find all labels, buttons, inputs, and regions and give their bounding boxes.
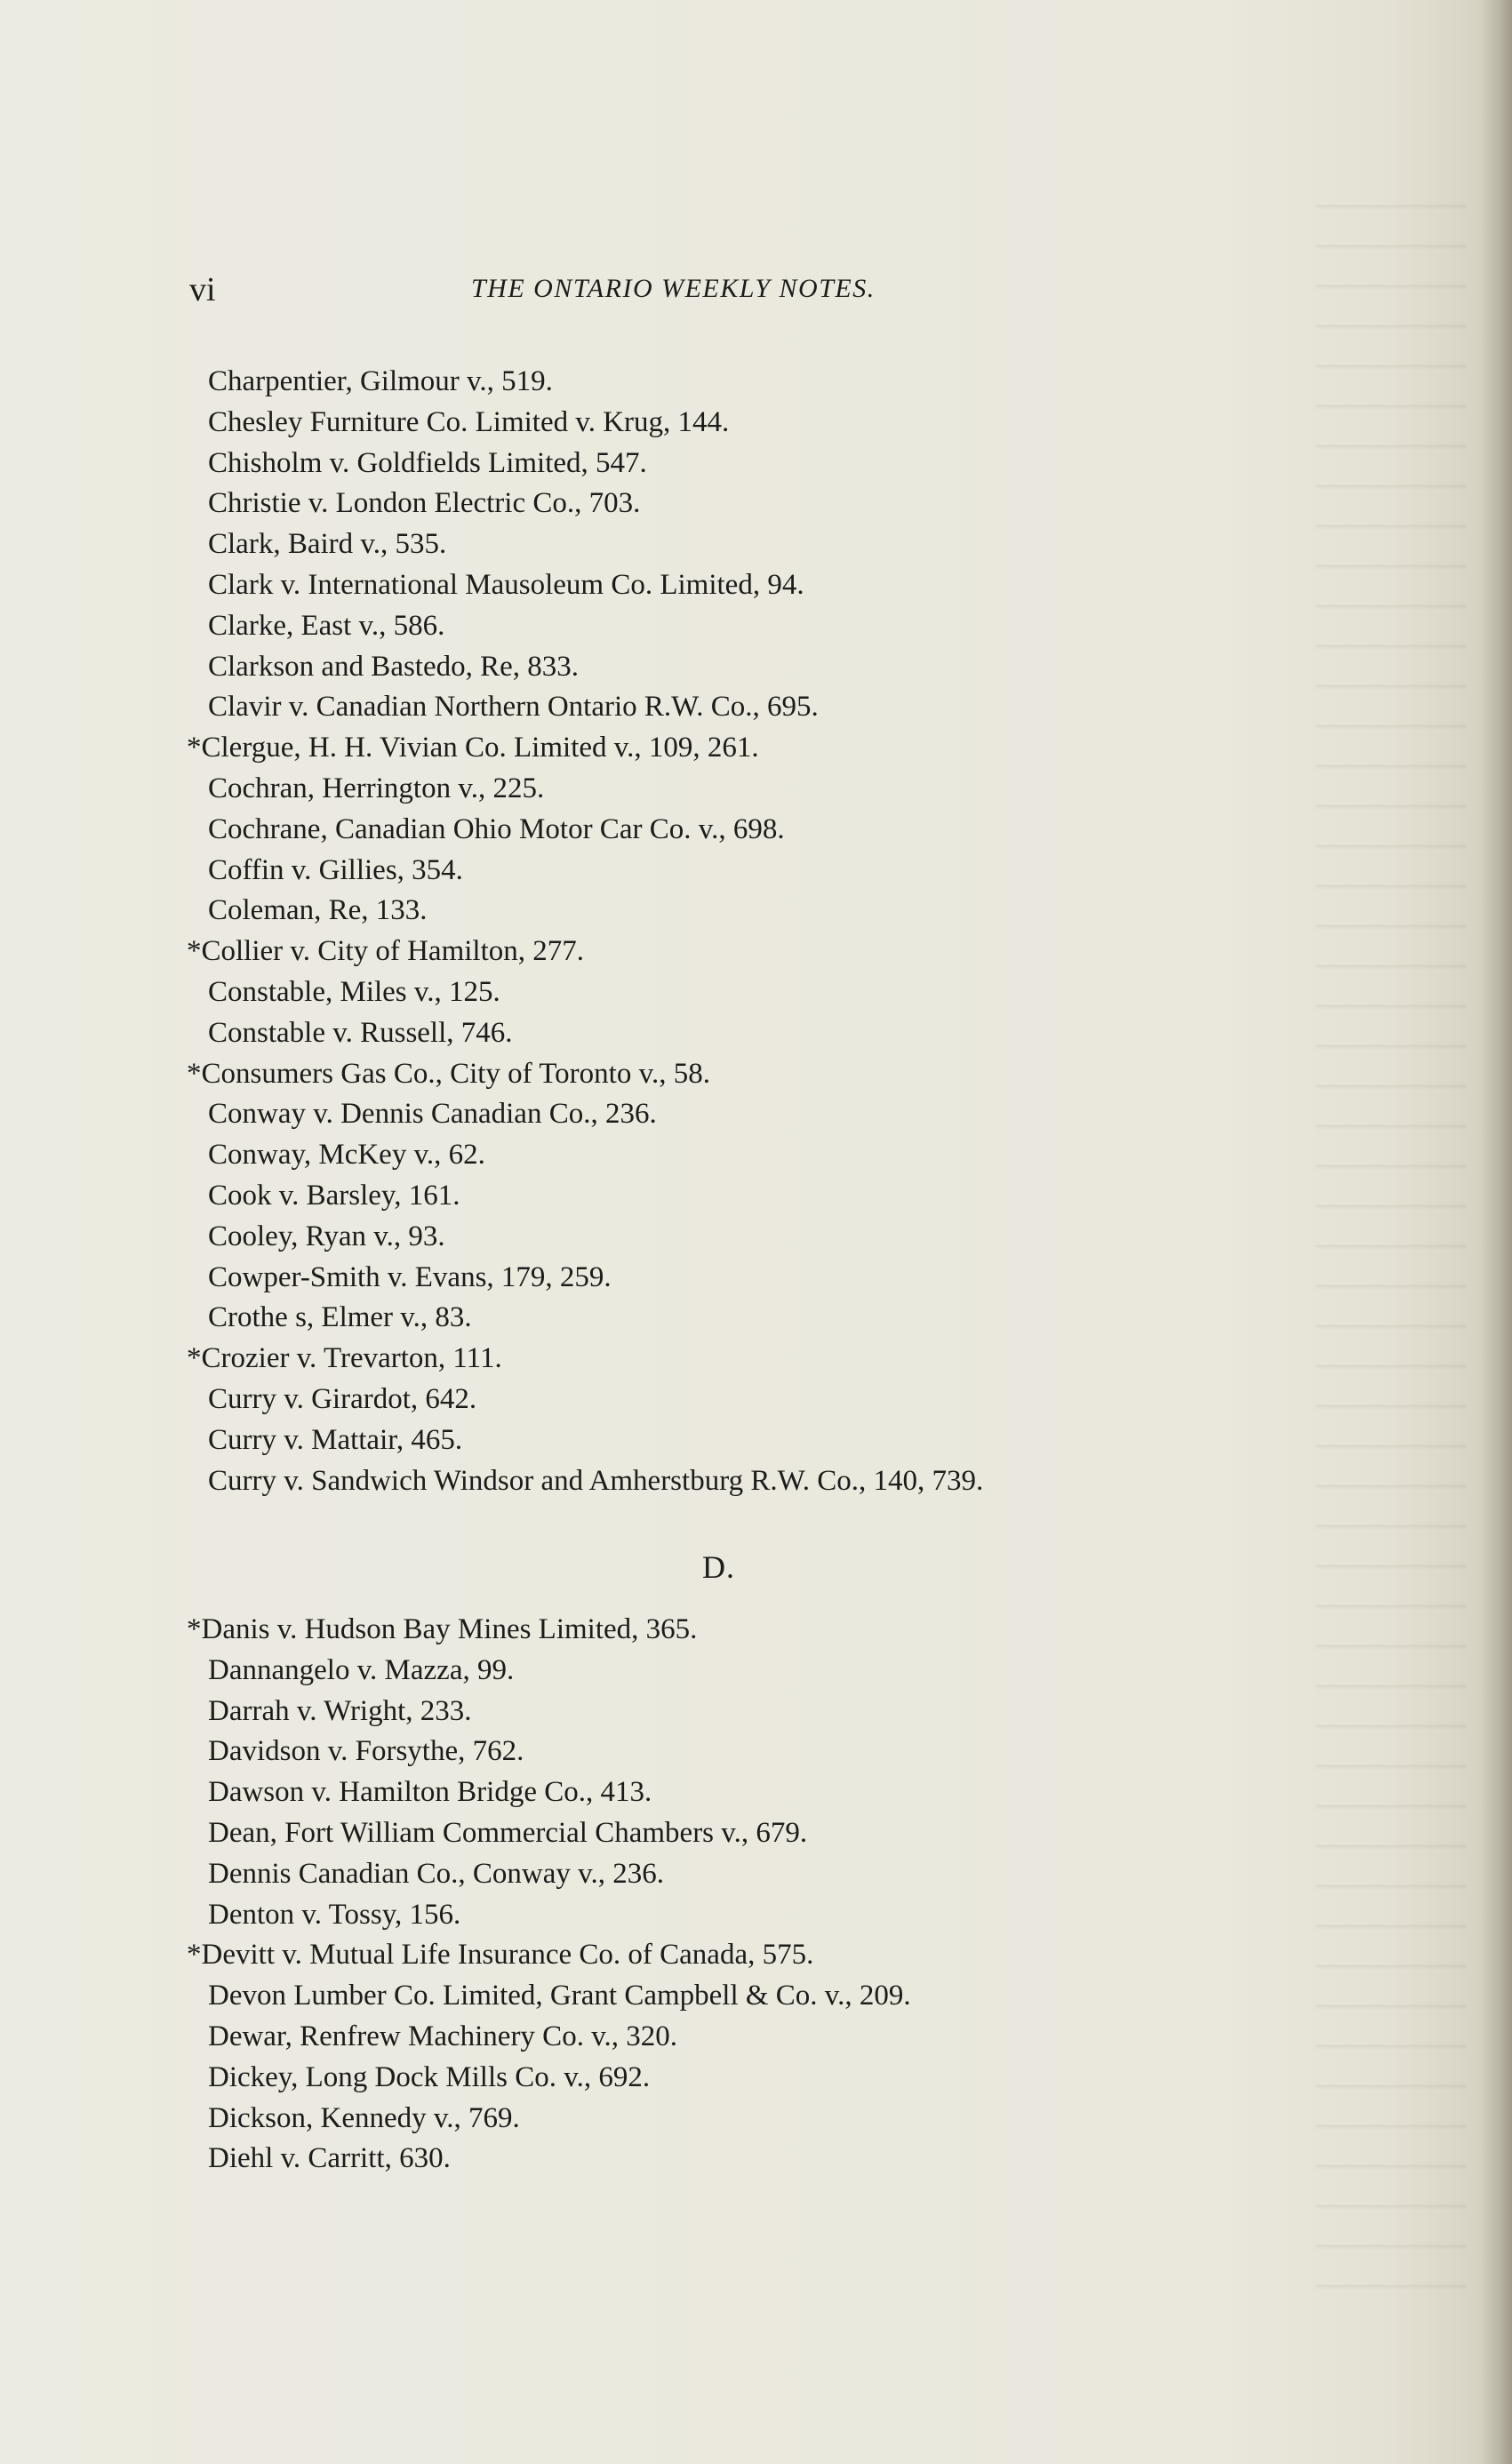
index-entry: Crothe s, Elmer v., 83. [208,1301,472,1334]
index-entry: Constable, Miles v., 125. [208,975,500,1008]
index-list-c [187,362,1271,1501]
index-entry: Clark v. International Mausoleum Co. Limited, 94. [208,568,804,601]
index-entry: Clarkson and Bastedo, Re, 833. [208,650,580,683]
index-entry: Cowper-Smith v. Evans, 179, 259. [208,1260,612,1293]
index-entry: Dean, Fort William Commercial Chambers v., 679. [208,1816,808,1849]
index-entry: Devon Lumber Co. Limited, Grant Campbell & Co. v., 209. [208,1980,911,2012]
index-entry: Dannangelo v. Mazza, 99. [208,1653,515,1686]
index-entry: Christie v. London Electric Co., 703. [208,487,641,520]
index-entry: Davidson v. Forsythe, 762. [208,1735,524,1768]
index-entry: Cochran, Herrington v., 225. [208,772,545,804]
index-entry: Dickey, Long Dock Mills Co. v., 692. [208,2060,651,2093]
bleed-through-text [1316,178,1467,2311]
running-title: THE ONTARIO WEEKLY NOTES. [471,274,876,303]
index-entry: *Collier v. City of Hamilton, 277. [187,935,584,968]
index-entry: *Clergue, H. H. Vivian Co. Limited v., 109, 261. [187,732,759,764]
page-header [189,267,1336,311]
index-entry: Cooley, Ryan v., 93. [208,1220,445,1252]
index-entry: *Crozier v. Trevarton, 111. [187,1342,502,1375]
index-entry: Dawson v. Hamilton Bridge Co., 413. [208,1776,652,1809]
index-entry: Cochrane, Canadian Ohio Motor Car Co. v., 698. [208,812,785,845]
index-entry: Charpentier, Gilmour v., 519. [208,365,553,397]
index-entry: Clarke, East v., 586. [208,609,445,642]
index-entry: Chesley Furniture Co. Limited v. Krug, 144. [208,405,730,438]
index-entry: Coffin v. Gillies, 354. [208,853,463,886]
index-entry: Conway, McKey v., 62. [208,1139,485,1172]
index-entry: Clark, Baird v., 535. [208,528,447,561]
index-entry: Coleman, Re, 133. [208,894,428,927]
index-entry: Constable v. Russell, 746. [208,1016,513,1049]
index-entry: *Consumers Gas Co., City of Toronto v., 58. [187,1057,710,1090]
index-entry: Curry v. Mattair, 465. [208,1423,463,1456]
index-entry: Curry v. Sandwich Windsor and Amherstburg R.W. Co., 140, 739. [208,1464,984,1497]
index-entry: Clavir v. Canadian Northern Ontario R.W. Co., 695. [208,691,819,724]
index-entry: *Devitt v. Mutual Life Insurance Co. of Canada, 575. [187,1939,814,1972]
index-entry: Conway v. Dennis Canadian Co., 236. [208,1098,657,1131]
index-entry: Chisholm v. Goldfields Limited, 547. [208,446,647,479]
page-edge-shadow [1480,0,1512,2464]
section-heading-d: D. [702,1549,735,1585]
index-entry: Curry v. Girardot, 642. [208,1382,477,1415]
index-entry: Denton v. Tossy, 156. [208,1898,461,1931]
index-entry: Dickson, Kennedy v., 769. [208,2101,520,2134]
index-entry: Diehl v. Carritt, 630. [208,2142,451,2175]
index-list-d [187,1610,1271,2180]
page-number: vi [189,271,216,308]
index-entry: Cook v. Barsley, 161. [208,1179,460,1212]
index-entry: Dennis Canadian Co., Conway v., 236. [208,1857,664,1890]
index-entry: Dewar, Renfrew Machinery Co. v., 320. [208,2020,678,2052]
index-entry: *Danis v. Hudson Bay Mines Limited, 365. [187,1613,698,1645]
index-entry: Darrah v. Wright, 233. [208,1694,472,1727]
